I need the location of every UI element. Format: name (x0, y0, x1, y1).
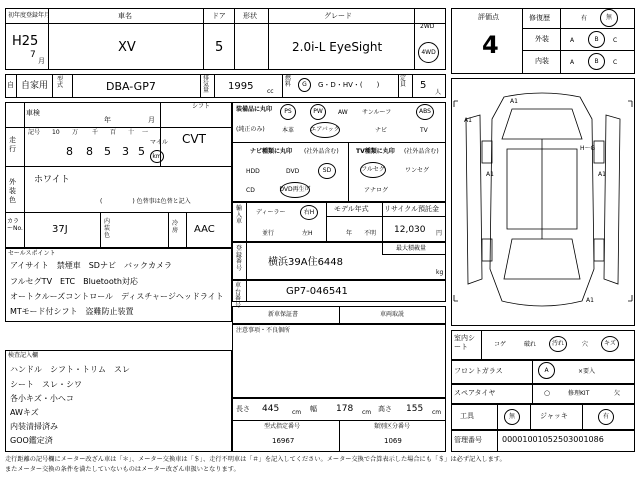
capacity-value: 5 (420, 80, 427, 91)
mileage-digit: 8 (86, 145, 93, 158)
category-mark: 自 (7, 81, 14, 89)
jack-yes-circled: 有 (598, 409, 614, 425)
max-load-unit: kg (436, 269, 444, 276)
model-year-label: モデル年式 (334, 205, 369, 213)
tools-label: 工具 (460, 412, 474, 420)
footer-note: またメーター交換の条件を満たしていないものはメーター改ざん車扱いとなります。 (5, 466, 240, 473)
era-year: H25 (12, 34, 39, 49)
seat-tear: 破れ (524, 341, 537, 348)
registration-label: 登録番号 (236, 245, 243, 272)
shift-value: CVT (182, 132, 206, 146)
import-parallel: 並行 (262, 230, 275, 237)
mgmt-value: 00001001052503001086 (502, 435, 604, 444)
navi-sd-circled: SD (318, 163, 336, 179)
inspection-month-unit: 月 (148, 116, 155, 124)
equip-ps-circled: PS (280, 104, 296, 120)
seat-hole: 穴 (582, 341, 589, 348)
navi-hdd: HDD (246, 168, 260, 175)
sales-point-line: フルセグTV ETC Bluetooth対応 (10, 277, 138, 286)
recycle-label: リサイクル預託金 (384, 205, 440, 213)
length-label: 長さ (236, 405, 250, 413)
spare-present: ○ (544, 389, 551, 397)
inspector-label: 検査記入欄 (8, 352, 39, 359)
width-value: 178 (336, 404, 354, 414)
import-left-h: 左H (302, 230, 313, 237)
use-type: 自家用 (21, 81, 49, 91)
height-label: 高さ (378, 405, 392, 413)
jack-label: ジャッキ (540, 412, 568, 420)
type-cert-label: 型式指定番号 (264, 423, 301, 430)
class-value: 1069 (384, 437, 402, 445)
tv-oneseg: ワンセグ (405, 167, 430, 174)
type-cert-value: 16967 (272, 437, 295, 445)
damage-label: H〜G (580, 145, 596, 152)
height-value: 155 (406, 404, 424, 414)
rating-value: 4 (482, 31, 499, 59)
damage-label: A1 (464, 117, 472, 124)
tv-analog: アナログ (364, 187, 389, 194)
inspector-line: 各小キズ・小ヘコ (10, 394, 74, 403)
doors-value: 5 (215, 40, 224, 55)
equip-abs-circled: ABS (416, 104, 434, 120)
reg-month-unit: 月 (38, 57, 45, 65)
max-load-label: 最大積載量 (396, 245, 427, 252)
fuel-label: 燃料 (285, 75, 292, 88)
seat-label: 室内シート (454, 334, 475, 352)
body-label: 形状 (243, 12, 257, 20)
exterior-grade-b-circled: B (588, 31, 605, 48)
cooling-label: 冷房 (172, 220, 179, 235)
chassis-label: 車台番号 (235, 282, 242, 309)
recycle-value: 12,030 (394, 225, 426, 235)
tv-title: TV種類に丸印 (356, 148, 395, 155)
capacity-label: 定員 (400, 75, 407, 88)
repair-no-circled: 無 (600, 9, 618, 27)
damage-label: A1 (486, 171, 494, 178)
doors-label: ドア (212, 12, 226, 20)
new-car-warranty: 新車保証書 (268, 311, 299, 318)
grade-value: 2.0i-L EyeSight (292, 40, 383, 54)
width-unit: cm (362, 409, 372, 416)
car-name-label: 車名 (118, 12, 132, 20)
spare-label: スペアタイヤ (454, 389, 496, 397)
inspection-sheet: 初年度登録年月 H25 7 月 車名 XV ドア 5 形状 グレード 2.0i-L EyeSight 2WD 4WD 自 自家用 型式 DBA-GP7 排気量 1995 cc 燃料 G G・D・HV・( ) 定員 5 人 車検 年 月 走行 記号 10 万 千 百 十 一 8 8 5 3 5 マイル km シフト CVT 外装色 ホワイト ( ) 色替事は色替と記入 カラーNo. 37J 内装色 冷房 AAC 装備品に丸印 (純正のみ) PS PW AW サンルーフ ABS 本革 エアバック ナビ TV ナビ種類に丸印 (社外品含む) HDD DVD SD CD DVD再生可 TV種類に丸印 (社外品含む) フルセグ ワンセグ アナログ 輸入車 ディーラー 右H 並行 左H モデル年式 年 不明 リサイクル預託金 12,030 円 最大積載量 kg 登録番号 横浜39A住6448 車台番号 GP7-046541 セールスポイント アイサイト 禁煙車 SDナビ バックカメラ フルセグTV ETC Bluetooth対応 オートクルーズコントロール ディスチャージヘッドライト MTモード付シフト 盗難防止装置 新車保証書 車両取説 注意事項・不良個所 検査記入欄 ハンドル シフト・トリム スレ シート スレ・シワ 各小キズ・小ヘコ AWキズ 内装清掃済み GOO鑑定済 長さ 445 cm 幅 178 cm 高さ 155 cm 型式指定番号 16967 類別区分番号 1069 評価点 4 修復歴 有 無 外装 A B C 内装 A B C A1 A1 A1 A1 H〜G A1 室内シート コゲ 破れ 汚れ 穴 キズ フロントガラス A ×要入 スペアタイヤ ○ 修理KIT 欠 工具 無 ジャッキ 有 管理番号 00001001052503001086 走行距離の記号欄にメーター改ざん車は「＊」、メーター交換車は「＄」、走行不明車は「＃」を記入してください。メーター交換で合算表示した場合にも「＄」は必ず記入します。 またメーター交換の条件を満たしていないものはメーター改ざん車扱いとなります。 (0, 0, 640, 480)
color-no-value: 37J (52, 224, 68, 235)
mgmt-label: 管理番号 (454, 436, 482, 444)
exterior-grade-a: A (570, 37, 575, 44)
color-value: ホワイト (34, 175, 70, 185)
recycle-unit: 円 (436, 230, 443, 237)
length-unit: cm (292, 409, 302, 416)
damage-label: A1 (510, 98, 518, 105)
class-label: 類別区分番号 (374, 423, 411, 430)
interior-color-label: 内装色 (104, 218, 111, 240)
inspector-line: シート スレ・シワ (10, 380, 82, 389)
notes-block (232, 324, 446, 398)
equip-sunroof: サンルーフ (362, 109, 392, 116)
front-glass-label: フロントガラス (454, 367, 503, 375)
model-year-unknown: 不明 (364, 230, 377, 237)
grade-label: グレード (324, 12, 352, 20)
sales-point-line: MTモード付シフト 盗難防止装置 (10, 307, 134, 316)
mile-unit-label: マイル (150, 139, 168, 146)
tv-fullseg-circled: フルセグ (360, 162, 386, 178)
import-label: 輸入車 (236, 205, 243, 226)
inspector-line: ハンドル シフト・トリム スレ (10, 365, 130, 374)
height-unit: cm (432, 409, 442, 416)
model-value: DBA-GP7 (106, 80, 156, 93)
drive-4wd-circled: 4WD (418, 42, 439, 63)
interior-grade-a: A (570, 59, 575, 66)
car-diagram (452, 79, 634, 325)
sales-point-line: アイサイト 禁煙車 SDナビ バックカメラ (10, 261, 172, 270)
navi-sub: (社外品含む) (304, 148, 339, 155)
mileage-digit: 3 (122, 145, 129, 158)
repair-yes: 有 (581, 15, 588, 22)
footer-note: 走行距離の記号欄にメーター改ざん車は「＊」、メーター交換車は「＄」、走行不明車は「＃」を記入してください。メーター交換で合算表示した場合にも「＄」は必ず記入します。 (5, 456, 506, 463)
drive-2wd: 2WD (420, 23, 435, 30)
exterior-label: 外装 (535, 35, 549, 43)
damage-label: A1 (598, 171, 606, 178)
cc-unit: cc (267, 88, 274, 95)
equip-airbag-circled: エアバック (310, 122, 340, 138)
registration-value: 横浜39A住6448 (268, 257, 344, 268)
model-year-unit: 年 (346, 230, 353, 237)
damage-label: A1 (586, 297, 594, 304)
seat-scratch-circled: キズ (601, 336, 619, 352)
interior-grade-b-circled: B (588, 53, 605, 70)
front-glass-a-circled: A (538, 362, 555, 379)
shift-label: シフト (192, 103, 211, 110)
mileage-digit: 8 (66, 145, 73, 158)
width-label: 幅 (310, 405, 317, 413)
fuel-gasoline-circled: G (298, 78, 311, 92)
import-dealer: ディーラー (256, 209, 286, 216)
notes-label: 注意事項・不良個所 (236, 327, 291, 334)
equip-pw-circled: PW (310, 104, 326, 120)
mileage-digit: 5 (104, 145, 111, 158)
seat-burn: コゲ (494, 341, 507, 348)
inspector-line: AWキズ (10, 408, 39, 417)
repair-label: 修復歴 (529, 14, 550, 22)
sales-points-label: セールスポイント (8, 250, 56, 257)
inspector-line: 内装清掃済み (10, 422, 58, 431)
front-glass-replace: ×要入 (578, 368, 596, 375)
cooling-value: AAC (194, 224, 215, 235)
sales-point-line: オートクルーズコントロール ディスチャージヘッドライト (10, 292, 224, 301)
displacement-label: 排気量 (203, 75, 210, 94)
import-right-h-circled: 右H (300, 205, 318, 220)
rating-label: 評価点 (478, 13, 499, 21)
tv-sub: (社外品含む) (404, 148, 439, 155)
inspection-label: 車検 (26, 109, 40, 117)
reg-month: 7 (30, 50, 36, 60)
equip-leather: 本革 (282, 127, 295, 134)
tools-none-circled: 無 (504, 409, 520, 425)
navi-title: ナビ種類に丸印 (250, 148, 293, 155)
interior-label: 内装 (535, 57, 549, 65)
inspector-line: GOO鑑定済 (10, 436, 53, 445)
spare-kit: 修理KIT (568, 390, 590, 397)
color-no-label: カラーNo. (7, 218, 23, 233)
navi-dvd-play-circled: DVD再生可 (280, 182, 310, 198)
chassis-value: GP7-046541 (286, 286, 348, 297)
color-label: 外装色 (9, 178, 16, 205)
displacement-value: 1995 (228, 81, 254, 92)
equipment-title: 装備品に丸印 (236, 106, 273, 113)
equip-navi: ナビ (375, 127, 388, 134)
length-value: 445 (262, 404, 280, 414)
reg-year-label: 初年度登録年月 (8, 12, 51, 19)
inspection-year-unit: 年 (104, 116, 111, 124)
navi-cd: CD (246, 187, 255, 194)
color-note: ( ) 色替事は色替と記入 (100, 198, 191, 205)
spare-none: 欠 (614, 390, 621, 397)
vehicle-manual: 車両取説 (380, 311, 405, 318)
interior-grade-c: C (613, 59, 618, 66)
exterior-grade-c: C (613, 37, 618, 44)
capacity-unit: 人 (435, 89, 442, 96)
navi-dvd: DVD (286, 168, 300, 175)
fuel-options: G・D・HV・( ) (318, 81, 380, 89)
mileage-digit: 5 (138, 145, 145, 158)
model-label: 型式 (57, 76, 64, 89)
mileage-label: 走行 (9, 136, 16, 154)
seat-stain-circled: 汚れ (549, 336, 567, 352)
equip-tv: TV (420, 127, 428, 134)
equipment-subtitle: (純正のみ) (236, 126, 265, 133)
equip-aw: AW (338, 109, 348, 116)
car-name: XV (118, 40, 136, 55)
km-unit-circled: km (150, 150, 164, 163)
